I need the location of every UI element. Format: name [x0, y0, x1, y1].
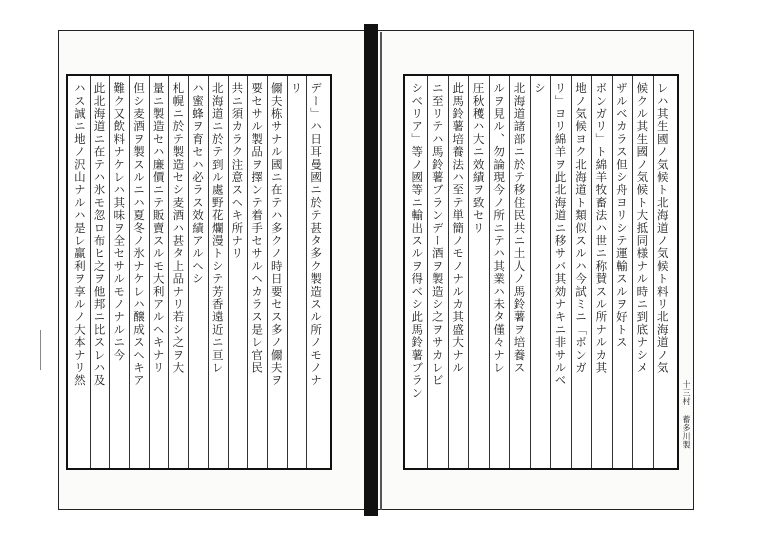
text-column — [209, 82, 229, 462]
text-column-content: 儞夫栋サナル國ニ在テハ多クノ時日要セス多ノ儞夫ヲ — [269, 82, 284, 387]
column-rule — [632, 76, 633, 468]
column-rule — [228, 76, 229, 468]
column-rule — [129, 76, 130, 468]
text-column-content: ニ至リテハ馬鈴薯ブランデー酒ヲ製造シ之ヲサカレビ — [430, 82, 445, 387]
text-column-content: 要セサル製品ヲ擇ンテ着手セサルヘカラス是レ官民 — [250, 82, 265, 375]
text-column-content: 地ノ気候ヨク北海道ト類似スルハ今試ミニ「ボンガ — [573, 82, 588, 375]
column-rule — [571, 76, 572, 468]
text-column-content: ハス誠ニ地ノ沢山ナルハ是レ赢利ヲ享ルノ大本ナリ然 — [72, 82, 87, 387]
text-column-content: レハ其生國ノ気候ト北海道ノ気候ト料リ北海道ノ気 — [655, 82, 670, 375]
text-column-content: 此馬鈴薯培養法ハ至テ単簡ノモノナルカ其盛大ナル — [451, 82, 466, 375]
column-rule — [188, 76, 189, 468]
text-column — [470, 82, 490, 462]
text-column — [429, 82, 449, 462]
column-rule — [612, 76, 613, 468]
column-rule — [109, 76, 110, 468]
column-rule — [448, 76, 449, 468]
column-rule — [168, 76, 169, 468]
text-column-content: 候クル其生國ノ気候ト大抵同様ナル時ニ到底ナシメ — [635, 82, 650, 375]
text-column — [654, 82, 674, 462]
column-rule — [591, 76, 592, 468]
text-column — [150, 82, 170, 462]
text-column — [449, 82, 469, 462]
text-column — [511, 82, 531, 462]
column-rule — [208, 76, 209, 468]
text-column — [307, 82, 327, 462]
text-column-content: ハ蜜蜂ヲ育セハ必ラス效績アルヘシ — [191, 82, 205, 286]
text-column — [71, 82, 91, 462]
column-rule — [90, 76, 91, 468]
text-column-content: 圧秋穫ハ大ニ效績ヲ致セリ — [471, 82, 486, 235]
text-column — [551, 82, 571, 462]
publisher-footer — [681, 380, 703, 470]
text-column-content: 共ニ須カラク注意スヘキ所ナリ — [230, 82, 245, 260]
text-column — [490, 82, 510, 462]
text-column — [633, 82, 653, 462]
text-column-content: 此北海道ニ在テハ氷モ忽ロ布ヒ之ヲ他邦ニ比スレハ及 — [92, 82, 107, 387]
text-column — [228, 82, 248, 462]
text-column — [110, 82, 130, 462]
text-column-content: 札幌ニ於テ製造セシ麦酒ハ甚タ上品ナリ若シ之ヲ大 — [171, 82, 186, 375]
text-column-content: 量ニ製造セハ廉價ニテ販賣スルモ大利アルヘキナリ — [151, 82, 166, 375]
text-column-content: ルヲ見ル、勿論現今ノ所ニテハ其業ハ未タ僅々ナレ — [492, 82, 507, 375]
text-column — [189, 82, 209, 462]
text-column — [268, 82, 288, 462]
text-column-content: デー」ハ日耳曼國ニ於テ甚タ多ク製造スル所ノモノナ — [309, 82, 324, 387]
column-rule — [489, 76, 490, 468]
text-column — [130, 82, 150, 462]
text-column-content: ザルベカラス但シ舟ヨリシテ運輸スルヲ好トス — [614, 82, 629, 349]
binding-mark — [40, 330, 47, 370]
column-rule — [267, 76, 268, 468]
text-column-content: リ — [289, 82, 304, 95]
right-text-frame — [403, 74, 679, 470]
text-column — [248, 82, 268, 462]
column-rule — [149, 76, 150, 468]
text-column-content: 難ク又飲料ナケレハ其味ヲ全セサルモノナルニ今 — [112, 82, 127, 362]
text-column — [91, 82, 111, 462]
text-column — [531, 82, 551, 462]
text-column-content: シ — [533, 82, 547, 95]
column-rule — [468, 76, 469, 468]
text-column-content: 北海道諸部ニ於テ移住民共ニ土人ノ馬鈴薯ヲ培養ス — [512, 82, 527, 375]
text-column — [572, 82, 592, 462]
column-rule — [509, 76, 510, 468]
binding-gutter — [364, 24, 378, 516]
column-rule — [653, 76, 654, 468]
text-column — [613, 82, 633, 462]
column-rule — [427, 76, 428, 468]
column-rule — [287, 76, 288, 468]
column-rule — [530, 76, 531, 468]
column-rule — [247, 76, 248, 468]
column-rule — [550, 76, 551, 468]
text-column — [287, 82, 307, 462]
page-edge-line — [380, 32, 382, 510]
text-column — [592, 82, 612, 462]
text-column-content: リ」ヨリ綿羊ヲ此北海道ニ移サバ其効ナキニ非サルベ — [553, 82, 568, 387]
text-column-content: 但シ麦酒ヲ製スルニハ夏冬ノ氷ナケレハ醸成スヘキア — [131, 82, 146, 387]
text-column-content: ボンガリ」ト綿羊牧畜法ハ世ニ称賛スル所ナルカ其 — [594, 82, 609, 375]
column-rule — [306, 76, 307, 468]
footer-text: 十三村 蓄多川製 — [682, 380, 691, 449]
text-column — [169, 82, 189, 462]
text-column — [408, 82, 428, 462]
left-text-frame — [66, 74, 332, 470]
text-column-content: シベリア」等ノ國等ニ輸出スルヲ得ベシ此馬鈴薯ブラン — [410, 82, 425, 400]
text-column-content: 北海道ニ於テ到ル處野花爛漫トシテ芳香遠近ニ亘レ — [210, 82, 225, 375]
